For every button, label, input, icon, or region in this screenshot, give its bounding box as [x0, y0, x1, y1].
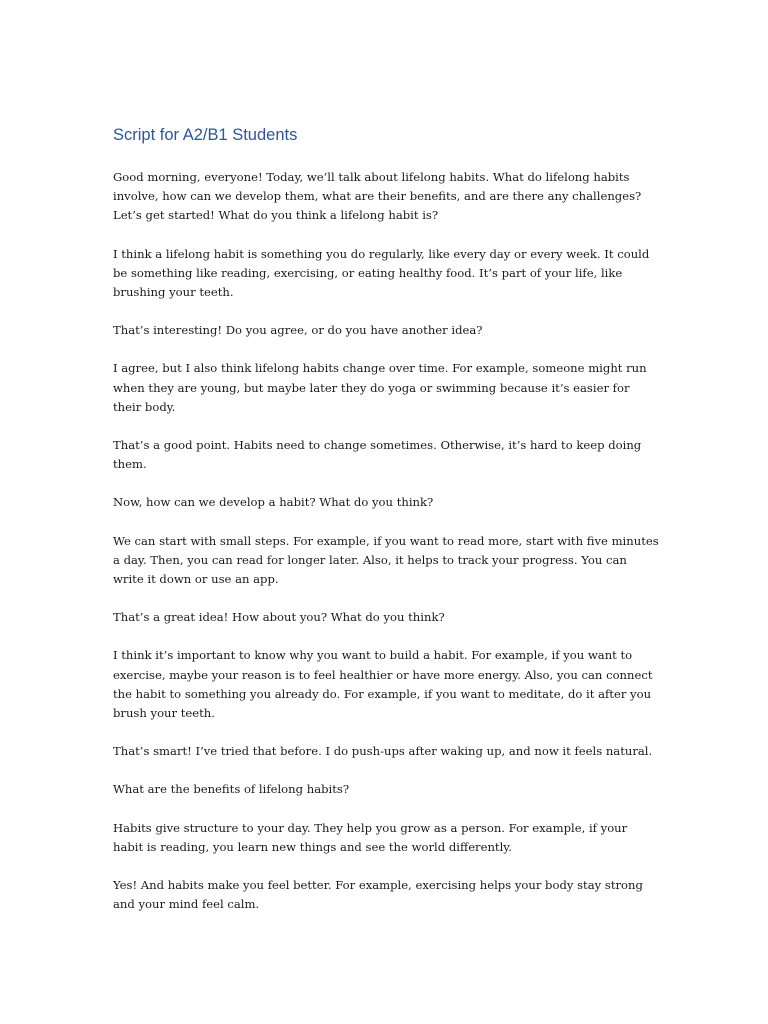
paragraph-4: I agree, but I also think lifelong habits change over time. For example, someone might run when they are young, but maybe later they do yoga or swimming because it’s easier for their body.: [113, 361, 647, 414]
paragraph-6: Now, how can we develop a habit? What do you think?: [113, 495, 434, 510]
paragraph-2: I think a lifelong habit is something you do regularly, like every day or every week. It could be something like reading, exercising, or eating healthy food. It’s part of your life, like brushing your teeth.: [113, 246, 650, 300]
paragraph-13: Yes! And habits make you feel better. For example, exercising helps your body stay strong and your mind feel calm.: [113, 878, 643, 912]
paragraph-3: That’s interesting! Do you agree, or do you have another idea?: [113, 323, 483, 338]
paragraph-5: That’s a good point. Habits need to change sometimes. Otherwise, it’s hard to keep doing them.: [113, 438, 642, 472]
paragraph-9: I think it’s important to know why you want to build a habit. For example, if you want to exercise, maybe your reason is to feel healthier or have more energy. Also, you can connect the habit to something you already do. For example, if you want to meditate, do it after you brush your teeth.: [113, 648, 653, 721]
paragraph-1: Good morning, everyone! Today, we’ll talk about lifelong habits. What do lifelong habits involve, how can we develop them, what are their benefits, and are there any challenges? Let’s get started! What do you think a lifelong habit is?: [113, 170, 642, 223]
paragraph-8: That’s a great idea! How about you? What do you think?: [113, 610, 445, 625]
paragraph-10: That’s smart! I’ve tried that before. I do push-ups after waking up, and now it feels natural.: [113, 744, 653, 759]
paragraph-12: Habits give structure to your day. They help you grow as a person. For example, if your habit is reading, you learn new things and see the world differently.: [113, 820, 628, 854]
paragraph-11: What are the benefits of lifelong habits?: [113, 782, 350, 797]
paragraph-7: We can start with small steps. For example, if you want to read more, start with five minutes a day. Then, you can read for longer later. Also, it helps to track your progress. You can write it down or use an app.: [113, 533, 659, 587]
document-body: [113, 168, 661, 933]
document-title: Script for A2/B1 Students: [113, 126, 298, 144]
